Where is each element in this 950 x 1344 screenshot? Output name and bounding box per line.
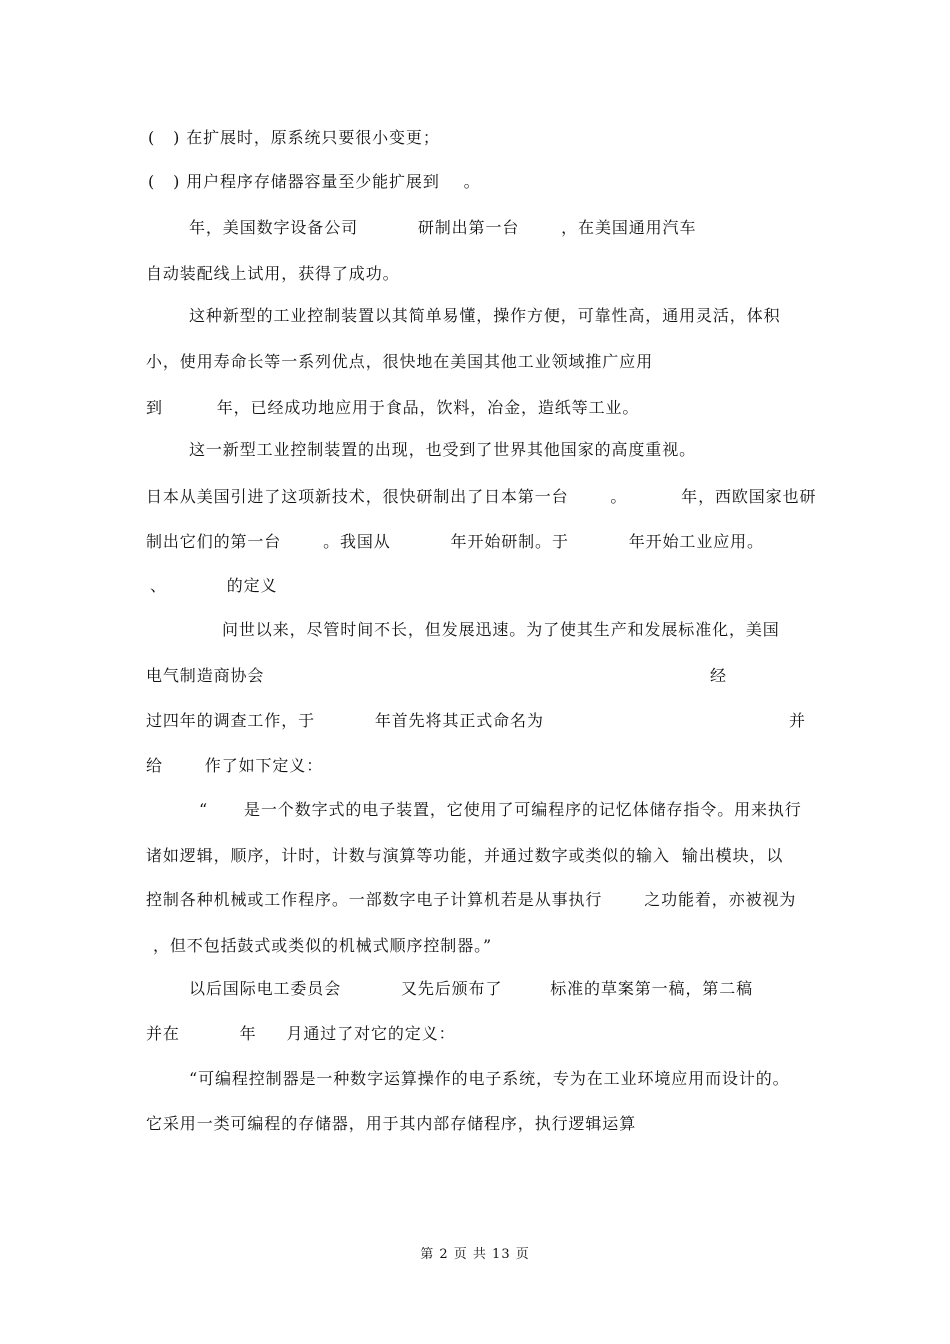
text-line: “可编程控制器是一种数字运算操作的电子系统，专为在工业环境应用而设计的。 [189, 1069, 790, 1088]
text-line: 这一新型工业控制装置的出现，也受到了世界其他国家的高度重视。 [189, 440, 697, 459]
text-line: 自动装配线上试用，获得了成功。 [146, 264, 400, 283]
text-line: 过四年的调查工作，于 年首先将其正式命名为 [146, 711, 544, 730]
text-line: 它采用一类可编程的存储器，用于其内部存储程序，执行逻辑运算 [146, 1114, 637, 1133]
text-line: 给 作了如下定义： [146, 756, 324, 775]
text-line: ( ) 用户程序存储器容量至少能扩展到 。 [148, 172, 481, 191]
text-line: ，但不包括鼓式或类似的机械式顺序控制器。” [153, 936, 493, 955]
text-line: 电气制造商协会 [146, 666, 265, 685]
text-line: 问世以来，尽管时间不长，但发展迅速。为了使其生产和发展标准化，美国 [222, 620, 780, 639]
text-line: 经 [710, 666, 727, 685]
text-line: 年，美国数字设备公司 研制出第一台 ，在美国通用汽车 [189, 218, 697, 237]
text-line: 控制各种机械或工作程序。一部数字电子计算机若是从事执行 之功能着，亦被视为 [146, 890, 797, 909]
text-line: 并在 年 月通过了对它的定义： [146, 1024, 456, 1043]
text-line: 小，使用寿命长等一系列优点，很快地在美国其他工业领域推广应用 [146, 352, 654, 371]
text-line: “ 是一个数字式的电子装置，它使用了可编程序的记忆体储存指令。用来执行 [199, 800, 802, 819]
text-line: 日本从美国引进了这项新技术，很快研制出了日本第一台 。 年，西欧国家也研 [146, 487, 817, 506]
text-line: 并 [789, 711, 806, 730]
text-line: 到 年，已经成功地应用于食品，饮料，冶金，造纸等工业。 [146, 398, 640, 417]
text-line: 这种新型的工业控制装置以其简单易懂，操作方便，可靠性高，通用灵活，体积 [189, 306, 781, 325]
section-heading: 、 的定义 [150, 576, 278, 595]
page-number-footer: 第 2 页 共 13 页 [420, 1247, 530, 1262]
text-line: 制出它们的第一台 。我国从 年开始研制。于 年开始工业应用。 [146, 532, 764, 551]
text-line: ( ) 在扩展时，原系统只要很小变更； [148, 128, 440, 147]
text-line: 以后国际电工委员会 又先后颁布了 标准的草案第一稿，第二稿 [189, 979, 754, 998]
text-line: 诸如逻辑，顺序，计时，计数与演算等功能，并通过数字或类似的输入 输出模块，以 [146, 846, 784, 865]
